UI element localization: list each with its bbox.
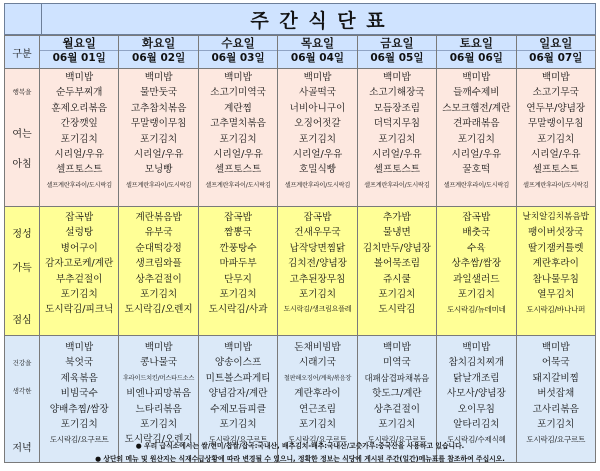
menu-item: 감자고로케/계란 bbox=[45, 258, 114, 270]
menu-item: 오이무침 bbox=[457, 403, 495, 415]
menu-item: 백미밥 bbox=[382, 72, 411, 83]
menu-item: 도시락김/수제식혜 bbox=[446, 435, 506, 445]
menu-item: 순대떡강정 bbox=[135, 242, 182, 254]
menu-item: 미트볼스파게티 bbox=[205, 372, 271, 384]
menu-item: 모닝빵 bbox=[144, 164, 173, 176]
menu-item: 포기김치 bbox=[457, 288, 495, 300]
menu-item: 물만둣국 bbox=[140, 87, 178, 99]
menu-item: 백미밥 bbox=[382, 342, 411, 353]
menu-item: 셀프토스트 bbox=[373, 164, 421, 176]
menu-item: 상추겉절이 bbox=[135, 273, 182, 285]
menu-item: 소고기미역국 bbox=[210, 87, 266, 99]
menu-item: 딸기잼커틀렛 bbox=[527, 242, 584, 254]
menu-item: 수제모듬피클 bbox=[210, 403, 266, 415]
menu-item: 계란볶음밥 bbox=[135, 212, 182, 223]
menu-item: 스모크햄전/계란 bbox=[442, 102, 511, 114]
menu-item: 백미밥 bbox=[224, 72, 252, 83]
menu-item: 시리얼/우유 bbox=[54, 148, 104, 160]
menu-item: 백미밥 bbox=[462, 342, 491, 353]
day-name: 일요일 bbox=[539, 36, 573, 50]
menu-item: 버섯잡채 bbox=[537, 388, 575, 400]
day-header bbox=[516, 36, 595, 69]
breakfast-cell-sat bbox=[437, 69, 516, 207]
menu-item: 포기김치 bbox=[298, 133, 337, 145]
section-label: 구분 bbox=[12, 48, 32, 60]
menu-item: 포기김치 bbox=[219, 133, 257, 145]
menu-item: 포기김치 bbox=[140, 288, 178, 300]
menu-item: 시리얼/우유 bbox=[451, 148, 502, 160]
lunch-cell-sun bbox=[516, 207, 595, 336]
breakfast-cell-wed bbox=[198, 69, 277, 207]
menu-item: 도시락김 bbox=[378, 304, 416, 316]
menu-item: 마파두부 bbox=[219, 258, 257, 270]
breakfast-side-label bbox=[5, 69, 40, 207]
lunch-row bbox=[5, 207, 596, 336]
menu-item: 백미밥 bbox=[541, 342, 570, 353]
day-date: 06월 06일 bbox=[437, 50, 515, 65]
menu-item: 과일샐러드 bbox=[453, 273, 500, 285]
lunch-cell-sat bbox=[437, 207, 516, 336]
day-name: 목요일 bbox=[300, 36, 335, 50]
menu-item: 사골떡국 bbox=[298, 87, 337, 99]
menu-item: 김치전/양념장 bbox=[288, 258, 347, 270]
menu-item: 시리얼/우유 bbox=[292, 148, 343, 160]
menu-item: 소고기해장국 bbox=[369, 87, 425, 99]
menu-item: 포기김치 bbox=[140, 418, 178, 430]
footer-note-change: ● 상단의 메뉴 및 원산지는 식재수급상황에 따라 변경될 수 있으니, 정확한 정보는 식당에 게시된 주간(일간)메뉴표를 참조하여 주십시오. bbox=[95, 455, 505, 463]
side-label-line: 저녁 bbox=[12, 443, 32, 454]
menu-item: 잡곡밥 bbox=[462, 212, 491, 223]
title-area bbox=[42, 4, 595, 34]
menu-item: 시리얼/우유 bbox=[372, 148, 422, 160]
menu-item: 볼어묵조림 bbox=[373, 258, 421, 270]
menu-item: 도시락김/요구르트 bbox=[49, 435, 109, 445]
lunch-cell-wed bbox=[198, 207, 277, 336]
menu-item: 김치만두/양념장 bbox=[362, 242, 431, 254]
menu-item: 부추겉절이 bbox=[56, 273, 103, 285]
day-header bbox=[198, 36, 277, 69]
menu-item: 도시락김/오렌지 bbox=[124, 304, 193, 316]
menu-item: 셀프계란후라이/도시락김 bbox=[46, 181, 112, 189]
menu-item: 유부국 bbox=[144, 227, 173, 239]
menu-item: 양송이스프 bbox=[214, 357, 262, 369]
lunch-cell-mon bbox=[40, 207, 119, 336]
menu-item: 포기김치 bbox=[298, 418, 337, 430]
menu-item: 더덕지무침 bbox=[373, 118, 421, 130]
menu-item: 셀프계란후라이/도시락김 bbox=[364, 181, 430, 189]
side-label-line: 아침 bbox=[12, 159, 32, 170]
menu-item: 견파래볶음 bbox=[453, 118, 500, 130]
footer-note-origin: ● 우리 급식소에서는 쌀/현미/찹쌀/잡곡:국내산, 배추김치-배추:국내산/고춧가루:중국산을 사용하고 있습니다. bbox=[135, 442, 465, 450]
day-name: 금요일 bbox=[380, 36, 414, 50]
menu-item: 오징어젓갈 bbox=[294, 118, 341, 130]
menu-item: 고추멸치볶음 bbox=[210, 118, 266, 130]
day-date: 06월 03일 bbox=[199, 50, 277, 65]
section-label-cell bbox=[5, 36, 40, 69]
menu-item: 도시락김/피크닉 bbox=[45, 304, 114, 316]
menu-item: 시리얼/우유 bbox=[133, 148, 184, 160]
side-label-line: 가득 bbox=[12, 263, 32, 274]
menu-item: 포기김치 bbox=[537, 418, 575, 430]
menu-item: 쥬시쿨 bbox=[382, 273, 411, 285]
menu-item: 알타리김치 bbox=[453, 418, 500, 430]
menu-item: 납작당면찜닭 bbox=[289, 242, 346, 254]
menu-item: 사모사/양념장 bbox=[446, 388, 506, 400]
menu-item: 대패삼겹파채볶음 bbox=[364, 372, 430, 383]
menu-item: 비엔나피망볶음 bbox=[126, 388, 192, 400]
day-header bbox=[278, 36, 357, 69]
day-name: 토요일 bbox=[459, 36, 493, 50]
lunch-side-label bbox=[5, 207, 40, 336]
menu-item: 도시락김/요구르트 bbox=[526, 435, 586, 445]
menu-item: 계란후라이 bbox=[294, 388, 341, 400]
menu-item: 포기김치 bbox=[378, 288, 416, 300]
menu-item: 셀프계란후라이/도시락김 bbox=[443, 181, 510, 189]
day-date: 06월 05일 bbox=[358, 50, 436, 65]
menu-item: 도시락김/오렌지 bbox=[124, 434, 193, 446]
day-name: 월요일 bbox=[62, 36, 96, 50]
menu-item: 북엇국 bbox=[65, 357, 94, 369]
menu-item: 포기김치 bbox=[378, 133, 416, 145]
menu-item: 백미밥 bbox=[65, 342, 94, 353]
menu-item: 무말랭이무침 bbox=[527, 118, 584, 130]
menu-item: 잡곡밥 bbox=[224, 212, 252, 223]
menu-item: 참치김치찌개 bbox=[448, 357, 505, 369]
menu-item: 백미밥 bbox=[541, 72, 570, 83]
menu-item: 도시락김/사과 bbox=[208, 304, 268, 316]
day-name: 화요일 bbox=[141, 36, 176, 50]
menu-item: 계란찜 bbox=[224, 102, 252, 114]
menu-item: 양배추찜/쌈장 bbox=[49, 403, 109, 415]
menu-item: 셀프계란후라이/도시락김 bbox=[125, 181, 192, 189]
menu-item: 셀프계란후라이/도시락김 bbox=[205, 181, 271, 189]
menu-item: 참나물무침 bbox=[532, 273, 579, 285]
menu-item: 고사리볶음 bbox=[532, 403, 579, 415]
menu-item: 열무김치 bbox=[537, 288, 575, 300]
day-header bbox=[437, 36, 516, 69]
menu-item: 건새우무국 bbox=[294, 227, 341, 239]
side-label-line: 생각한 bbox=[12, 387, 32, 395]
menu-item: 잡곡밥 bbox=[303, 212, 332, 223]
lunch-cell-thu bbox=[278, 207, 357, 336]
menu-item: 도시락김/요구르트 bbox=[367, 435, 427, 445]
menu-item: 고추참치볶음 bbox=[130, 102, 187, 114]
breakfast-cell-tue bbox=[119, 69, 198, 207]
menu-item: 연근조림 bbox=[298, 403, 337, 415]
menu-item: 소고기무국 bbox=[532, 87, 579, 99]
menu-item: 셀프토스트 bbox=[214, 164, 262, 176]
menu-item: 포기김치 bbox=[378, 418, 416, 430]
day-date: 06월 04일 bbox=[278, 50, 356, 65]
day-header bbox=[40, 36, 119, 69]
title-bar bbox=[4, 3, 596, 35]
menu-item: 시리얼/우유 bbox=[530, 148, 581, 160]
menu-item: 고추된장무침 bbox=[289, 273, 346, 285]
day-date: 06월 02일 bbox=[119, 50, 197, 65]
breakfast-cell-thu bbox=[278, 69, 357, 207]
menu-item: 배춧국 bbox=[462, 227, 491, 239]
menu-item: 상추겉절이 bbox=[373, 403, 421, 415]
menu-item: 훈제오리볶음 bbox=[51, 102, 108, 114]
lunch-cell-fri bbox=[357, 207, 436, 336]
menu-item: 수육 bbox=[467, 242, 486, 254]
menu-item: 포기김치 bbox=[537, 133, 575, 145]
menu-item: 도시락김/요구르트 bbox=[288, 435, 347, 445]
side-label-line: 행복을 bbox=[12, 88, 32, 96]
menu-item: 제육볶음 bbox=[60, 372, 98, 384]
menu-item: 돈채비빔밥 bbox=[294, 342, 341, 353]
menu-item: 설렁탕 bbox=[65, 227, 94, 239]
menu-item: 계란후라이 bbox=[532, 258, 579, 270]
menu-item: 포기김치 bbox=[60, 418, 98, 430]
day-name: 수요일 bbox=[221, 36, 255, 50]
menu-item: 깐풍탕수 bbox=[219, 242, 257, 254]
menu-item: 간장깻잎 bbox=[60, 118, 98, 130]
menu-item: 도시락김/생크림요플레 bbox=[283, 305, 352, 314]
menu-item: 비빔국수 bbox=[60, 388, 98, 400]
menu-item: 도시락김/뉴데미네 bbox=[446, 305, 506, 315]
lunch-cell-tue bbox=[119, 207, 198, 336]
menu-item: 호밀식빵 bbox=[298, 164, 337, 176]
menu-item: 백미밥 bbox=[144, 342, 173, 353]
menu-item: 백미밥 bbox=[462, 72, 491, 83]
menu-table bbox=[4, 35, 596, 463]
day-header bbox=[357, 36, 436, 69]
menu-item: 포기김치 bbox=[60, 288, 98, 300]
menu-item: 시리얼/우유 bbox=[213, 148, 263, 160]
side-label-line: 정성 bbox=[12, 229, 32, 240]
menu-item: 느타리볶음 bbox=[135, 403, 182, 415]
menu-item: 셀프토스트 bbox=[532, 164, 579, 176]
menu-item: 포기김치 bbox=[219, 418, 257, 430]
menu-item: 철판해오징어/계육/볶음장 bbox=[283, 374, 352, 382]
menu-item: 순두부찌개 bbox=[56, 87, 103, 99]
menu-item: 핫도그/계란 bbox=[372, 388, 422, 400]
menu-item: 포기김치 bbox=[219, 288, 257, 300]
menu-item: 콩나물국 bbox=[140, 357, 178, 369]
menu-item: 도시락김/바나나퍼 bbox=[526, 305, 586, 315]
menu-item: 들깨수제비 bbox=[453, 87, 500, 99]
menu-item: 물냉면 bbox=[382, 227, 411, 239]
menu-item: 셀프계란후라이/도시락김 bbox=[284, 181, 351, 189]
menu-item: 너비아니구이 bbox=[289, 102, 346, 114]
menu-item: 무말랭이무침 bbox=[130, 118, 187, 130]
menu-item: 셀프계란후라이/도시락김 bbox=[523, 181, 589, 189]
menu-item: 팽이버섯장국 bbox=[527, 227, 584, 239]
menu-item: 병어구이 bbox=[60, 242, 98, 254]
menu-item: 연두부/양념장 bbox=[526, 102, 586, 114]
menu-item: 단무지 bbox=[224, 273, 252, 285]
menu-item: 포기김치 bbox=[140, 133, 178, 145]
menu-item: 모듬장조림 bbox=[373, 102, 421, 114]
day-date: 06월 07일 bbox=[517, 50, 595, 65]
menu-item: 후라이드치킨/머스타드소스 bbox=[123, 374, 195, 382]
day-header bbox=[119, 36, 198, 69]
breakfast-cell-fri bbox=[357, 69, 436, 207]
menu-item: 생크림와플 bbox=[135, 258, 182, 270]
menu-item: 백미밥 bbox=[224, 342, 252, 353]
breakfast-cell-sun bbox=[516, 69, 595, 207]
menu-item: 시래기국 bbox=[298, 357, 337, 369]
menu-item: 추가밥 bbox=[382, 212, 411, 223]
title-corner bbox=[5, 4, 42, 34]
menu-item: 상추쌈/쌈장 bbox=[451, 258, 502, 270]
page-title: 주 간 식 단 표 bbox=[250, 9, 387, 32]
day-date: 06월 01일 bbox=[40, 50, 118, 65]
menu-item: 닭날개조림 bbox=[453, 372, 500, 384]
menu-item: 미역국 bbox=[382, 357, 411, 369]
menu-item: 잡곡밥 bbox=[65, 212, 94, 223]
footer-notes bbox=[4, 440, 596, 466]
menu-item: 백미밥 bbox=[144, 72, 173, 83]
side-label-line: 점심 bbox=[12, 315, 32, 326]
side-label-line: 건강을 bbox=[12, 359, 32, 367]
header-row bbox=[5, 36, 596, 69]
menu-item: 백미밥 bbox=[303, 72, 332, 83]
menu-item: 짬뽕국 bbox=[224, 227, 252, 239]
menu-item: 양념감자/계란 bbox=[208, 388, 268, 400]
menu-item: 날치알김치볶음밥 bbox=[522, 212, 589, 222]
menu-item: 포기김치 bbox=[60, 133, 98, 145]
menu-item: 백미밥 bbox=[65, 72, 94, 83]
menu-item: 포기김치 bbox=[298, 288, 337, 300]
breakfast-row bbox=[5, 69, 596, 207]
menu-item: 어묵국 bbox=[541, 357, 570, 369]
breakfast-cell-mon bbox=[40, 69, 119, 207]
menu-item: 꿀호떡 bbox=[462, 164, 491, 176]
menu-item: 셀프토스트 bbox=[56, 164, 103, 176]
menu-item: 돼지갈비찜 bbox=[532, 372, 579, 384]
menu-item: 도시락김/요구르트 bbox=[208, 435, 268, 445]
side-label-line: 여는 bbox=[12, 129, 32, 140]
menu-item: 포기김치 bbox=[457, 133, 495, 145]
